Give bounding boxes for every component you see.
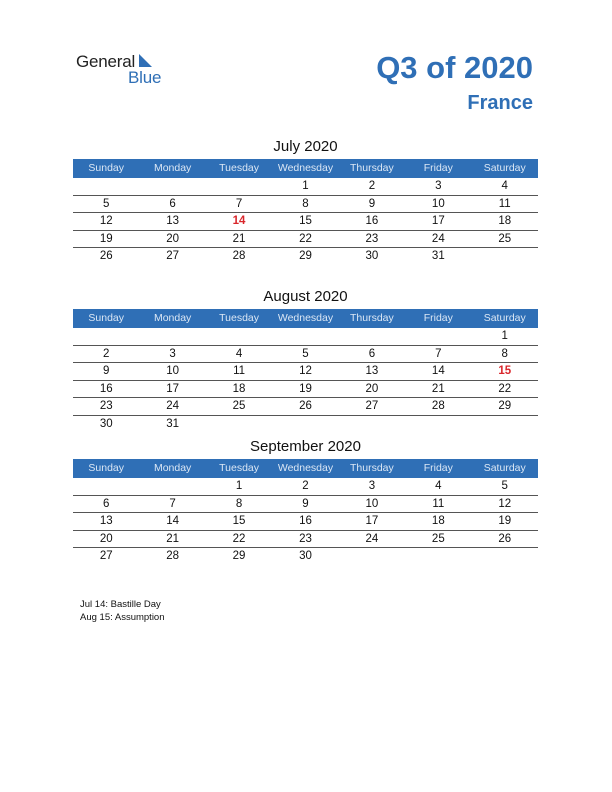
weekday-friday: Friday (423, 312, 453, 324)
day-cell: 7 (235, 197, 243, 210)
week-row (73, 248, 538, 266)
day-cell: 29 (498, 400, 512, 412)
empty-day-cell (339, 548, 405, 566)
day-cell: 11 (432, 497, 445, 510)
holiday-note: Jul 14: Bastille Day (80, 599, 161, 610)
empty-day-cell (472, 248, 538, 266)
empty-day-cell (139, 328, 205, 345)
empty-day-cell (73, 478, 139, 495)
day-cell: 25 (431, 532, 445, 545)
empty-day-cell (405, 328, 471, 345)
day-cell: 5 (103, 197, 110, 210)
holiday-note: Aug 15: Assumption (80, 612, 165, 623)
day-cell: 24 (365, 532, 379, 545)
day-cell: 6 (169, 197, 176, 210)
day-cell: 18 (431, 515, 445, 527)
weekday-monday: Monday (153, 162, 192, 174)
day-cell: 24 (166, 400, 180, 412)
day-cell: 3 (368, 480, 376, 492)
empty-day-cell (139, 178, 205, 195)
day-cell: 21 (166, 532, 180, 545)
day-cell: 17 (431, 215, 445, 227)
day-cell: 4 (501, 180, 508, 192)
day-cell: 19 (99, 232, 113, 245)
week-row (73, 178, 538, 196)
day-cell: 14 (431, 365, 445, 377)
weekday-monday: Monday (153, 462, 192, 474)
day-cell: 11 (498, 197, 511, 210)
weekday-header-row (73, 459, 538, 478)
day-cell: 3 (435, 180, 442, 192)
day-cell: 13 (365, 365, 379, 377)
day-cell: 9 (103, 365, 110, 377)
day-cell: 4 (235, 347, 243, 360)
empty-day-cell (339, 416, 405, 434)
day-cell: 2 (368, 180, 376, 192)
day-cell: 20 (166, 232, 180, 245)
weekday-wednesday: Wednesday (277, 312, 334, 324)
day-cell: 18 (232, 382, 246, 395)
month-calendar-august (73, 287, 538, 433)
weekday-saturday: Saturday (483, 462, 526, 474)
quarter-title: Q3 of 2020 (376, 50, 533, 85)
week-row (73, 363, 538, 381)
day-cell: 11 (233, 365, 246, 377)
week-row (73, 478, 538, 496)
day-cell: 23 (365, 232, 379, 245)
day-cell: 10 (431, 197, 445, 210)
month-title: July 2020 (273, 138, 338, 155)
week-row (73, 513, 538, 531)
week-row (73, 416, 538, 434)
day-cell: 17 (365, 515, 379, 527)
week-row (73, 398, 538, 416)
day-cell: 10 (166, 365, 180, 377)
empty-day-cell (206, 178, 272, 195)
empty-day-cell (472, 416, 538, 434)
day-cell: 9 (302, 497, 309, 510)
weekday-header-row (73, 309, 538, 328)
weekday-sunday: Sunday (88, 312, 125, 324)
empty-day-cell (139, 478, 205, 495)
empty-day-cell (339, 328, 405, 345)
day-cell: 26 (299, 400, 312, 412)
day-cell: 28 (232, 250, 246, 262)
day-cell: 12 (498, 497, 512, 510)
weekday-monday: Monday (153, 312, 192, 324)
day-cell: 7 (169, 497, 176, 510)
day-cell: 16 (299, 515, 312, 527)
day-cell: 31 (431, 250, 445, 262)
weekday-friday: Friday (423, 162, 453, 174)
week-row (73, 328, 538, 346)
day-cell: 8 (302, 197, 309, 210)
week-row (73, 213, 538, 231)
day-cell: 30 (99, 417, 113, 430)
day-cell: 23 (299, 532, 312, 545)
day-cell: 27 (99, 550, 113, 562)
day-cell: 12 (299, 365, 312, 377)
weekday-saturday: Saturday (483, 162, 526, 174)
month-title: September 2020 (250, 438, 361, 455)
day-cell: 30 (365, 250, 379, 262)
weekday-thursday: Thursday (350, 312, 394, 324)
day-cell: 15 (299, 215, 312, 227)
day-cell: 19 (299, 382, 312, 395)
weekday-wednesday: Wednesday (277, 162, 334, 174)
day-cell: 1 (501, 330, 508, 342)
day-cell: 13 (99, 515, 113, 527)
month-calendar-july (73, 137, 538, 266)
empty-day-cell (73, 178, 139, 195)
empty-day-cell (472, 548, 538, 566)
day-cell: 25 (232, 400, 246, 412)
day-cell: 29 (232, 550, 246, 562)
day-cell: 23 (99, 400, 113, 412)
day-cell: 30 (299, 550, 312, 562)
country-name: France (467, 92, 533, 114)
day-cell: 19 (498, 515, 512, 527)
day-cell: 22 (299, 232, 312, 245)
weekday-sunday: Sunday (88, 162, 125, 174)
day-cell: 10 (365, 497, 379, 510)
day-cell: 1 (302, 180, 309, 192)
day-cell: 4 (435, 480, 442, 492)
day-cell: 6 (103, 497, 110, 510)
day-cell: 5 (501, 480, 508, 492)
week-row (73, 231, 538, 249)
empty-day-cell (206, 328, 272, 345)
week-row (73, 531, 538, 549)
day-cell: 2 (302, 480, 309, 492)
day-cell: 26 (99, 250, 113, 262)
weekday-wednesday: Wednesday (277, 462, 334, 474)
day-cell: 17 (166, 382, 180, 395)
empty-day-cell (272, 328, 338, 345)
day-cell: 18 (498, 215, 512, 227)
day-cell: 28 (166, 550, 180, 562)
day-cell: 22 (232, 532, 246, 545)
week-row (73, 346, 538, 364)
weekday-tuesday: Tuesday (219, 162, 259, 174)
week-row (73, 496, 538, 514)
day-cell: 3 (169, 347, 176, 360)
day-cell: 7 (435, 347, 442, 360)
week-row (73, 548, 538, 566)
day-cell: 24 (431, 232, 445, 245)
day-cell: 8 (235, 497, 243, 510)
day-cell: 20 (99, 532, 113, 545)
day-cell: 2 (103, 347, 110, 360)
week-row (73, 196, 538, 214)
weekday-sunday: Sunday (88, 462, 125, 474)
empty-day-cell (405, 548, 471, 566)
day-cell: 8 (501, 347, 508, 360)
day-cell: 27 (166, 250, 180, 262)
day-cell: 5 (302, 347, 309, 360)
week-row (73, 381, 538, 399)
weekday-friday: Friday (423, 462, 453, 474)
day-cell: 20 (365, 382, 379, 395)
weekday-tuesday: Tuesday (219, 312, 259, 324)
weekday-header-row (73, 159, 538, 178)
month-title: August 2020 (263, 288, 348, 305)
day-cell: 25 (498, 232, 512, 245)
empty-day-cell (73, 328, 139, 345)
day-cell: 9 (368, 197, 376, 210)
day-cell: 29 (299, 250, 312, 262)
day-cell: 28 (431, 400, 445, 412)
weekday-saturday: Saturday (483, 312, 526, 324)
empty-day-cell (272, 416, 338, 434)
day-cell: 16 (99, 382, 113, 395)
day-cell: 27 (365, 400, 379, 412)
holiday-day-cell: 14 (232, 215, 246, 227)
day-cell: 31 (166, 417, 180, 430)
day-cell: 26 (498, 532, 512, 545)
day-cell: 1 (235, 480, 243, 492)
holiday-day-cell: 15 (498, 365, 512, 377)
day-cell: 15 (232, 515, 246, 527)
generalblue-logo (76, 52, 176, 88)
day-cell: 6 (368, 347, 376, 360)
day-cell: 13 (166, 215, 180, 227)
logo-word-general: General (76, 52, 136, 71)
holiday-notes (80, 598, 165, 624)
day-cell: 21 (232, 232, 246, 245)
empty-day-cell (405, 416, 471, 434)
weekday-thursday: Thursday (350, 162, 394, 174)
weekday-thursday: Thursday (350, 462, 394, 474)
month-calendar-september (73, 437, 538, 566)
empty-day-cell (206, 416, 272, 434)
logo-word-blue: Blue (128, 68, 162, 87)
day-cell: 14 (166, 515, 180, 527)
day-cell: 16 (365, 215, 379, 227)
logo-triangle-icon (139, 54, 152, 67)
day-cell: 22 (498, 382, 512, 395)
weekday-tuesday: Tuesday (219, 462, 259, 474)
day-cell: 12 (99, 215, 113, 227)
day-cell: 21 (431, 382, 445, 395)
